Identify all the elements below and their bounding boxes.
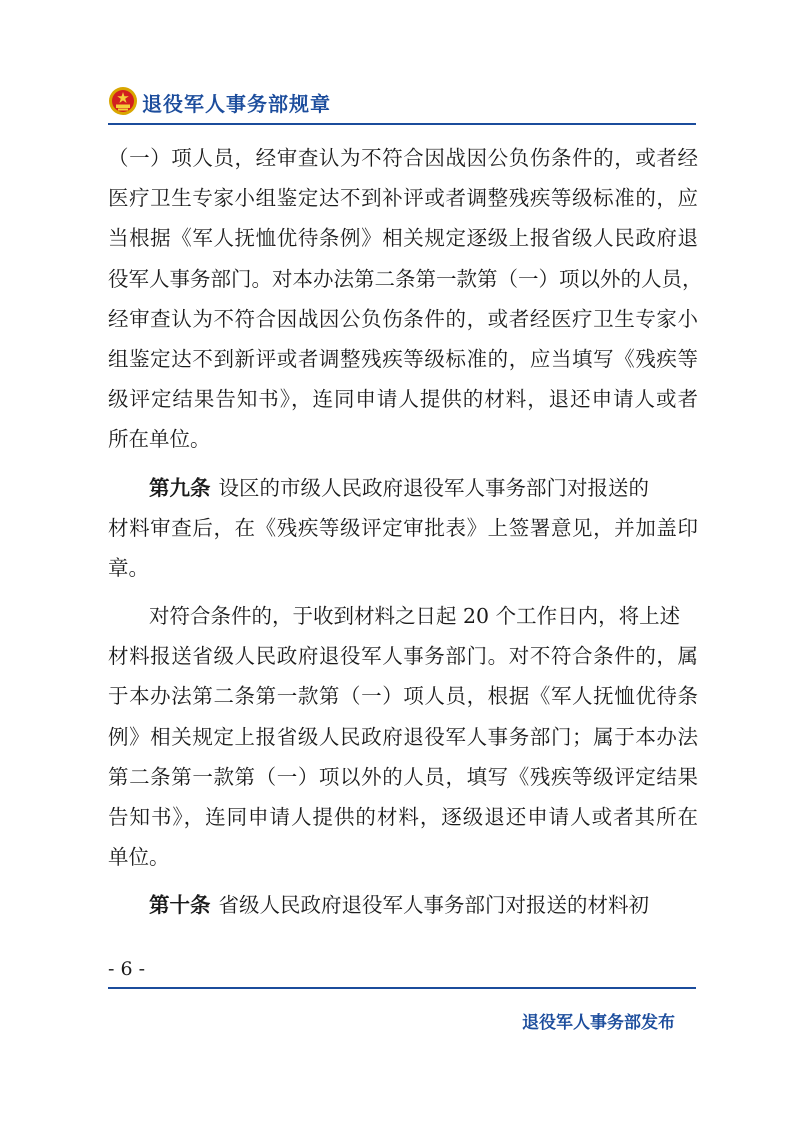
document-body xyxy=(108,138,703,926)
paragraph xyxy=(108,596,698,877)
text-line: 役军人事务部门。对本办法第二条第一款第（一）项以外的人员， xyxy=(108,266,703,291)
article-9 xyxy=(108,468,698,589)
text-line: 第二条第一款第（一）项以外的人员，填写《残疾等级评定结果 xyxy=(108,764,698,789)
publisher-label: 退役军人事务部发布 xyxy=(522,1013,675,1033)
text-line: 所在单位。 xyxy=(108,427,211,452)
text-line: 经审查认为不符合因战因公负伤条件的，或者经医疗卫生专家小 xyxy=(108,306,698,331)
header-divider xyxy=(108,123,696,125)
article-label: 第九条 xyxy=(149,475,211,500)
text-line: 章。 xyxy=(108,555,149,580)
text-line xyxy=(108,468,698,508)
paragraph xyxy=(108,138,703,460)
page-header xyxy=(108,80,696,130)
text-line: 材料审查后，在《残疾等级评定审批表》上签署意见，并加盖印 xyxy=(108,515,698,540)
page-number: - 6 - xyxy=(108,958,146,980)
text-line: 级评定结果告知书》，连同申请人提供的材料，退还申请人或者 xyxy=(108,387,698,412)
text-line: 组鉴定达不到新评或者调整残疾等级标准的，应当填写《残疾等 xyxy=(108,346,698,371)
article-text: 设区的市级人民政府退役军人事务部门对报送的 xyxy=(218,475,649,500)
text-line: 于本办法第二条第一款第（一）项人员，根据《军人抚恤优待条 xyxy=(108,684,698,709)
header-title: 退役军人事务部规章 xyxy=(142,92,331,116)
text-line: 例》相关规定上报省级人民政府退役军人事务部门；属于本办法 xyxy=(108,724,698,749)
text-line: 材料报送省级人民政府退役军人事务部门。对不符合条件的，属 xyxy=(108,644,698,669)
text-line: 单位。 xyxy=(108,845,170,870)
article-10 xyxy=(108,885,698,925)
article-label: 第十条 xyxy=(149,893,211,918)
text-line: 医疗卫生专家小组鉴定达不到补评或者调整残疾等级标准的，应 xyxy=(108,186,698,211)
national-emblem-icon xyxy=(108,86,138,116)
footer-divider xyxy=(108,987,696,989)
text-line xyxy=(108,885,698,925)
article-text: 省级人民政府退役军人事务部门对报送的材料初 xyxy=(218,893,649,918)
text-line: 当根据《军人抚恤优待条例》相关规定逐级上报省级人民政府退 xyxy=(108,226,698,251)
text-line: （一）项人员，经审查认为不符合因战因公负伤条件的，或者经 xyxy=(108,146,698,170)
text-line: 告知书》，连同申请人提供的材料，逐级退还申请人或者其所在 xyxy=(108,805,698,829)
text-line: 对符合条件的，于收到材料之日起 20 个工作日内，将上述 xyxy=(149,604,681,629)
